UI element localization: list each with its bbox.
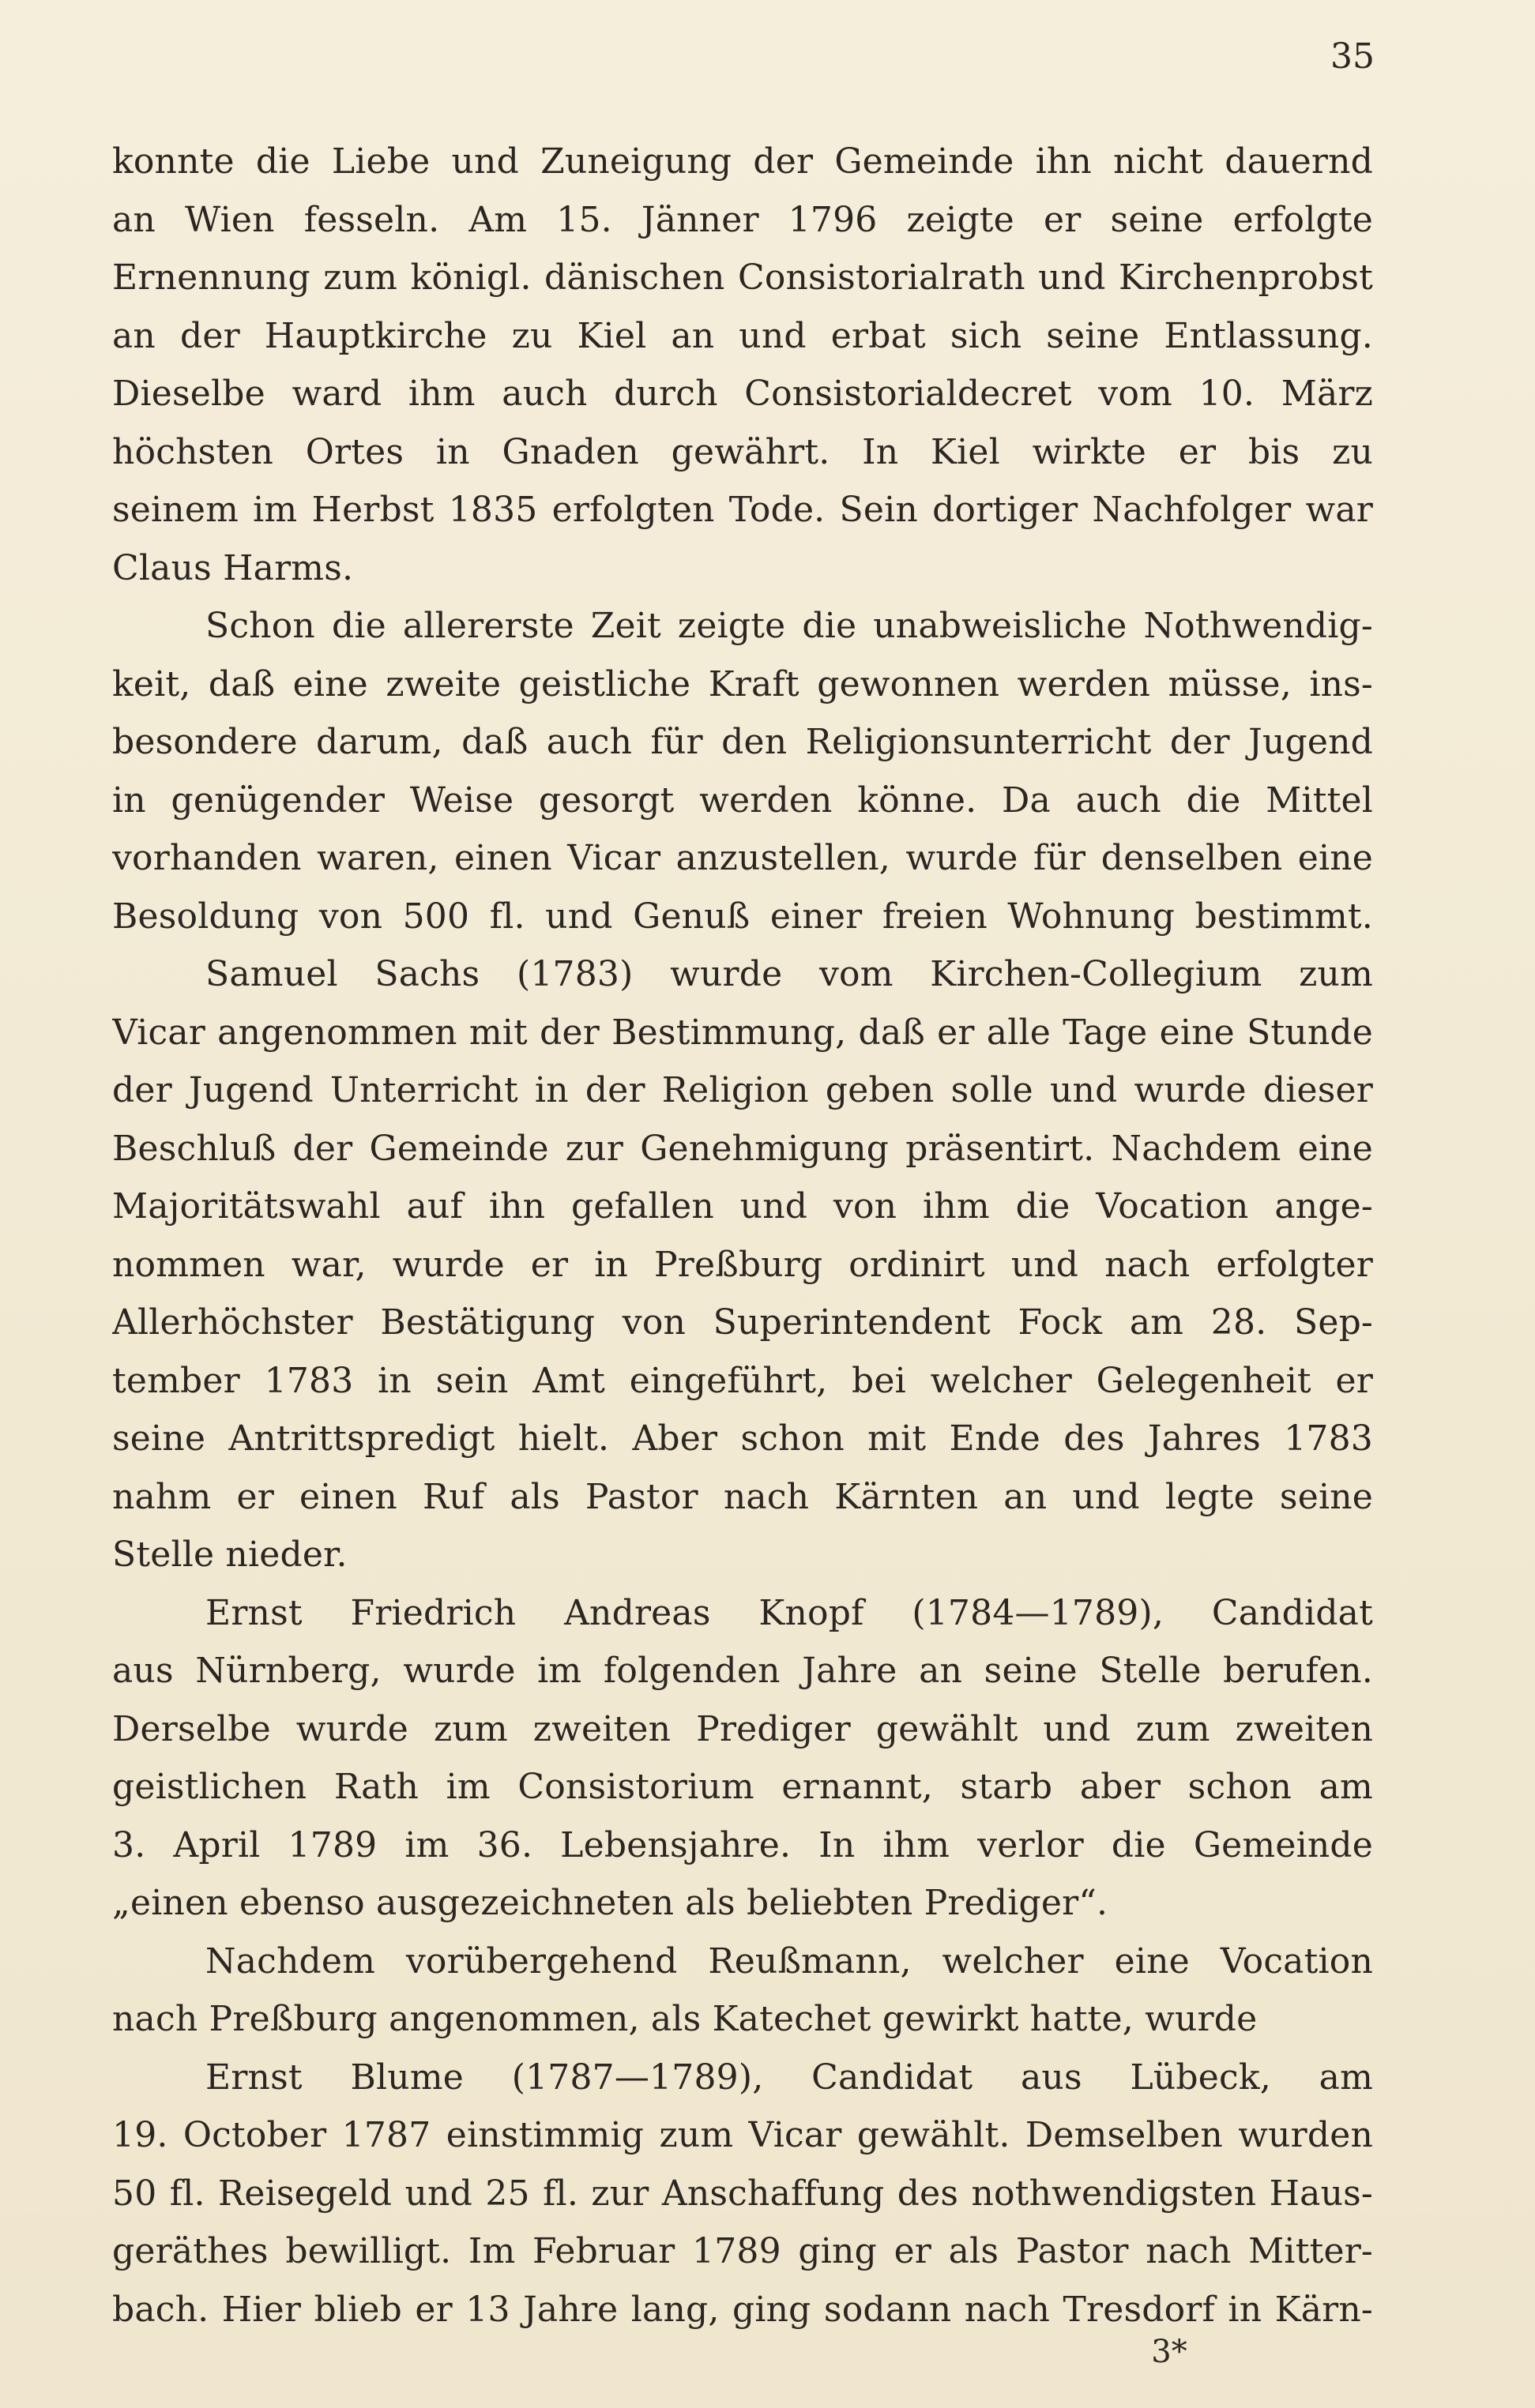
text-line: Stelle nieder. [112, 1535, 348, 1575]
text-line: geistlichen Rath im Consistorium ernannt, starb aber schon am [112, 1767, 1373, 1807]
text-line: nahm er einen Ruf als Pastor nach Kärnten an und legte seine [112, 1476, 1373, 1517]
text-line: an Wien fesseln. Am 15. Jänner 1796 zeigte er seine erfolgte [112, 199, 1373, 240]
text-line: 50 fl. Reisegeld und 25 fl. zur Anschaffung des nothwendigsten Haus- [112, 2173, 1373, 2214]
text-line: tember 1783 in sein Amt eingeführt, bei welcher Gelegenheit er [112, 1360, 1373, 1401]
text-line: seinem im Herbst 1835 erfolgten Tode. Sein dortiger Nachfolger war [112, 490, 1373, 530]
text-line: Vicar angenommen mit der Bestimmung, daß er alle Tage eine Stunde [112, 1012, 1373, 1053]
paragraph-start-line: Ernst Blume (1787—1789), Candidat aus Lübeck, am [205, 2057, 1373, 2098]
text-line: „einen ebenso ausgezeichneten als beliebten Prediger“. [112, 1883, 1108, 1923]
text-line: keit, daß eine zweite geistliche Kraft gewonnen werden müsse, ins- [112, 663, 1373, 704]
text-line: vorhanden waren, einen Vicar anzustellen, wurde für denselben eine [112, 838, 1373, 878]
text-line: in genügender Weise gesorgt werden könne. Da auch die Mittel [112, 780, 1373, 821]
body-text [112, 133, 1373, 2339]
text-line: seine Antrittspredigt hielt. Aber schon mit Ende des Jahres 1783 [112, 1418, 1373, 1459]
text-line: Ernennung zum königl. dänischen Consistorialrath und Kirchenprobst [112, 257, 1373, 298]
text-line: Beschluß der Gemeinde zur Genehmigung präsentirt. Nachdem eine [112, 1128, 1373, 1169]
text-line: Dieselbe ward ihm auch durch Consistorialdecret vom 10. März [112, 374, 1373, 414]
paragraph-start-line: Schon die allererste Zeit zeigte die unabweisliche Nothwendig- [205, 606, 1373, 646]
paragraph-start-line: Nachdem vorübergehend Reußmann, welcher eine Vocation [205, 1940, 1373, 1982]
paragraph-start-line: Ernst Friedrich Andreas Knopf (1784—1789), Candidat [205, 1592, 1373, 1633]
text-line: nommen war, wurde er in Preßburg ordinirt und nach erfolgter [112, 1244, 1373, 1285]
text-line: konnte die Liebe und Zuneigung der Gemeinde ihn nicht dauernd [112, 141, 1373, 182]
text-line: nach Preßburg angenommen, als Katechet gewirkt hatte, wurde [112, 1999, 1258, 2039]
page-number: 35 [1330, 36, 1375, 77]
text-line: bach. Hier blieb er 13 Jahre lang, ging sodann nach Tresdorf in Kärn- [112, 2289, 1373, 2330]
text-line: Claus Harms. [112, 547, 354, 588]
text-line: Majoritätswahl auf ihn gefallen und von ihm die Vocation ange- [112, 1186, 1373, 1227]
text-line: Besoldung von 500 fl. und Genuß einer freien Wohnung bestimmt. [112, 896, 1373, 937]
text-line: geräthes bewilligt. Im Februar 1789 ging er als Pastor nach Mitter- [112, 2231, 1373, 2271]
text-line: 19. October 1787 einstimmig zum Vicar gewählt. Demselben wurden [112, 2115, 1373, 2155]
text-line: der Jugend Unterricht in der Religion geben solle und wurde dieser [112, 1070, 1373, 1110]
paragraph-start-line: Samuel Sachs (1783) wurde vom Kirchen-Collegium zum [205, 954, 1373, 994]
text-line: Derselbe wurde zum zweiten Prediger gewählt und zum zweiten [112, 1708, 1373, 1749]
text-line: besondere darum, daß auch für den Religionsunterricht der Jugend [112, 722, 1373, 762]
text-line: 3. April 1789 im 36. Lebensjahre. In ihm verlor die Gemeinde [112, 1824, 1373, 1865]
text-line: höchsten Ortes in Gnaden gewährt. In Kiel wirkte er bis zu [112, 431, 1373, 472]
text-line: Allerhöchster Bestätigung von Superintendent Fock am 28. Sep- [112, 1302, 1373, 1343]
text-line: aus Nürnberg, wurde im folgenden Jahre an seine Stelle berufen. [112, 1651, 1373, 1691]
text-line: an der Hauptkirche zu Kiel an und erbat sich seine Entlassung. [112, 315, 1373, 356]
signature-mark: 3* [1151, 2334, 1187, 2370]
